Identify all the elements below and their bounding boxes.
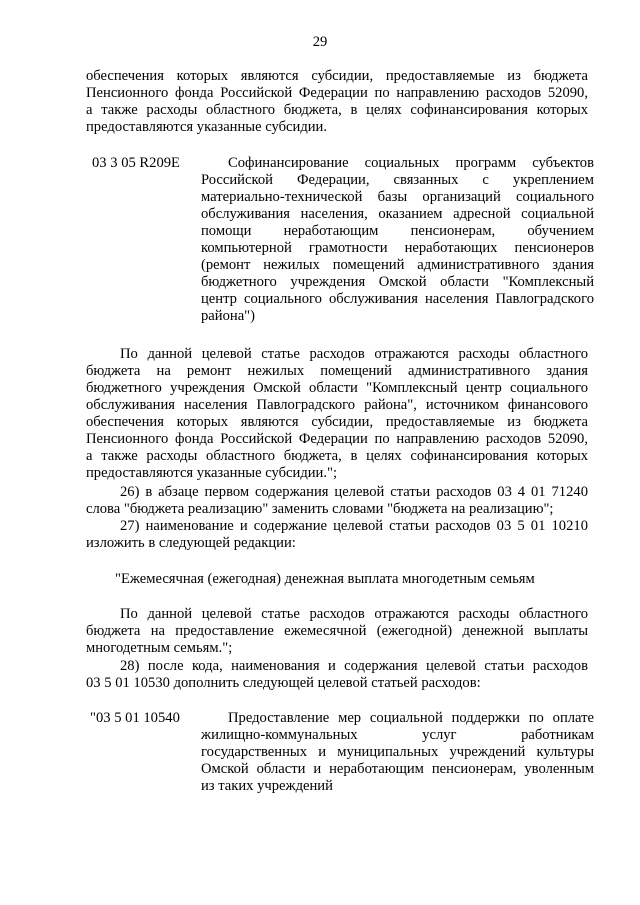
text-line: обслуживания населения, оказанием адресной социальной [201, 206, 594, 222]
text-line: предоставляются указанные субсидии. [86, 119, 328, 135]
text-line: обеспечения которых являются субсидии, предоставляемые из бюджета [86, 68, 588, 84]
text-line: Пенсионного фонда Российской Федерации по направлению расходов 52090, [86, 431, 588, 447]
text-line: из таких учреждений [201, 778, 333, 794]
text-line: бюджетного учреждения Омской области "Комплексный центр социального [86, 380, 588, 396]
intro-paragraph [86, 68, 588, 136]
page-number: 29 [312, 34, 328, 50]
text-line: жилищно-коммунальных услуг работникам [201, 727, 594, 743]
text-line: обеспечения которых являются субсидии, предоставляемые из бюджета [86, 414, 588, 430]
text-line: многодетным семьям."; [86, 640, 233, 656]
text-line: 27) наименование и содержание целевой статьи расходов 03 5 01 10210 [120, 518, 588, 534]
text-line: бюджета на ремонт нежилых помещений административного здания [86, 363, 588, 379]
paragraph-r209e [86, 346, 588, 482]
entry-code: 03 3 05 R209E [92, 155, 180, 171]
item-26 [86, 484, 588, 518]
item-28 [86, 658, 588, 692]
paragraph-10210 [86, 606, 588, 657]
text-line: По данной целевой статье расходов отражаются расходы областного [120, 346, 588, 362]
text-line: предоставляются указанные субсидии."; [86, 465, 338, 481]
entry-description [201, 155, 594, 325]
text-line: помощи неработающим пенсионерам, обучением [201, 223, 594, 239]
entry-code: "03 5 01 10540 [90, 710, 180, 726]
text-line: материально-технической базы организаций социального [201, 189, 594, 205]
text-line: Софинансирование социальных программ субъектов [228, 155, 594, 171]
text-line: По данной целевой статье расходов отражаются расходы областного [120, 606, 588, 622]
text-line: Российской Федерации, связанных с укреплением [201, 172, 594, 188]
text-line: а также расходы областного бюджета, в целях софинансирования которых [86, 102, 588, 118]
text-line: (ремонт нежилых помещений административного здания [201, 257, 594, 273]
text-line: 26) в абзаце первом содержания целевой статьи расходов 03 4 01 71240 [120, 484, 588, 500]
text-line: Пенсионного фонда Российской Федерации по направлению расходов 52090, [86, 85, 588, 101]
text-line: обслуживания населения Павлоградского района", источником финансового [86, 397, 588, 413]
text-line: центр социального обслуживания населения Павлоградского [201, 291, 594, 307]
text-line: района") [201, 308, 255, 324]
text-line: государственных и муниципальных учреждений культуры [201, 744, 594, 760]
text-line: бюджетного учреждения Омской области "Комплексный [201, 274, 594, 290]
text-line: бюджета на предоставление ежемесячной (ежегодной) денежной выплаты [86, 623, 588, 639]
entry-description [201, 710, 594, 795]
item-27 [86, 518, 588, 552]
text-line: 03 5 01 10530 дополнить следующей целевой статьей расходов: [86, 675, 481, 691]
text-line: Омской области и неработающим пенсионерам, уволенным [201, 761, 594, 777]
entry-title-10210: "Ежемесячная (ежегодная) денежная выплата многодетным семьям [115, 571, 535, 587]
text-line: Предоставление мер социальной поддержки по оплате [228, 710, 594, 726]
text-line: изложить в следующей редакции: [86, 535, 296, 551]
text-line: а также расходы областного бюджета, в целях софинансирования которых [86, 448, 588, 464]
text-line: слова "бюджета реализацию" заменить словами "бюджета на реализацию"; [86, 501, 554, 517]
text-line: компьютерной грамотности неработающих пенсионеров [201, 240, 594, 256]
text-line: 28) после кода, наименования и содержания целевой статьи расходов [120, 658, 588, 674]
